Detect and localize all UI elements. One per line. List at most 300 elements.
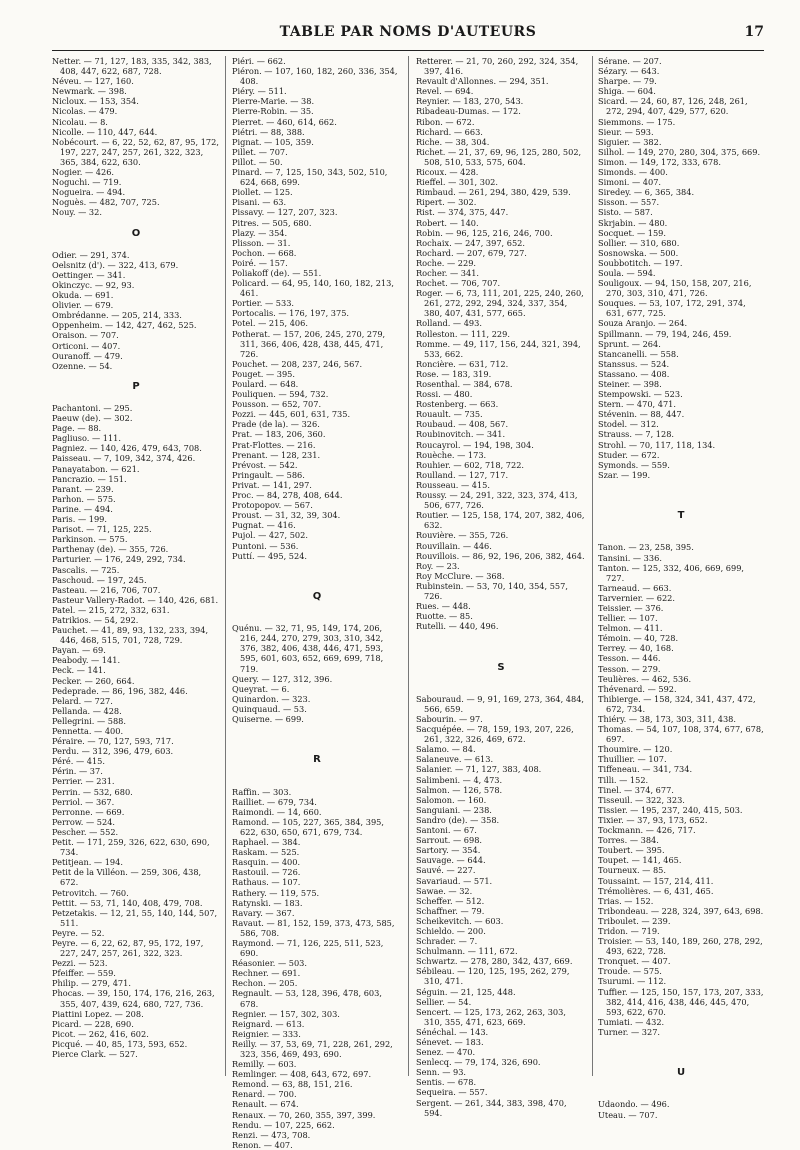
index-entry: Nicloux. — 153, 354. — [52, 96, 139, 107]
index-entry: Noguchi. — 719. — [52, 177, 122, 188]
index-entry: Puttí. — 495, 524. — [232, 550, 308, 561]
index-entry: Piéron. — 107, 160, 182, 260, 336, 354, 408. — [232, 66, 398, 87]
index-entry: Rouvillois. — 86, 92, 196, 206, 382, 464. — [416, 550, 585, 561]
index-entry: Thiéry. — 38, 173, 303, 311, 438. — [598, 714, 736, 724]
index-entry: Pillet. — 707. — [232, 146, 288, 157]
index-entry: Parhon. — 575. — [52, 493, 116, 504]
index-entry: Tesson. — 446. — [598, 653, 661, 664]
section-letter: U — [676, 1067, 686, 1079]
index-entry: Parine. — 494. — [52, 503, 113, 514]
index-entry: Rouvillain. — 446. — [416, 540, 492, 551]
index-entry: Pellegrini. — 588. — [52, 715, 126, 726]
index-entry: Prat. — 183, 206, 360. — [232, 429, 326, 440]
index-entry: Retterer. — 21, 70, 260, 292, 324, 354, 397, 416. — [416, 56, 579, 77]
index-entry: Roy McClure. — 368. — [416, 570, 505, 581]
index-entry: Pescher. — 552. — [52, 826, 119, 837]
index-entry: Raskam. — 525. — [232, 847, 300, 858]
index-entry: Sentis. — 678. — [416, 1077, 477, 1088]
index-entry: Sabourin. — 97. — [416, 714, 483, 724]
page-title: TABLE PAR NOMS D'AUTEURS — [279, 24, 537, 40]
index-entry: Rochard. — 207, 679, 727. — [416, 247, 527, 258]
index-entry: Rimbaud. — 261, 294, 380, 429, 539. — [416, 187, 571, 198]
index-entry: Sartory. — 354. — [416, 845, 481, 856]
index-entry: Séguin. — 21, 125, 448. — [416, 986, 516, 997]
index-entry: Potherat. — 157, 206, 245, 270, 279, 311, 366, 406, 428, 438, 445, 471, 726. — [232, 328, 386, 359]
index-entry: Raffin. — 303. — [232, 786, 292, 797]
index-entry: Nicolau. — 8. — [52, 116, 108, 127]
index-entry: Nogueira. — 494. — [52, 187, 126, 198]
index-entry: Simonds. — 400. — [598, 167, 668, 178]
index-entry: Pfeiffer. — 559. — [52, 968, 116, 979]
index-entry: Nogier. — 426. — [52, 167, 115, 178]
index-entry: Rues. — 448. — [416, 601, 471, 612]
index-entry: Trémolières. — 6, 431, 465. — [598, 885, 714, 896]
index-entry: Revault d'Allonnes. — 294, 351. — [416, 76, 549, 87]
index-entry: Oppenheim. — 142, 427, 462, 525. — [52, 320, 197, 331]
index-entry: Ravary. — 367. — [232, 907, 295, 918]
index-entry: Ratynski. — 183. — [232, 897, 303, 908]
index-entry: Quénu. — 32, 71, 95, 149, 174, 206, 216, 244, 270, 279, 303, 310, 342, 376, 382, 406, 438, 446, 471, 593, 595, 601, 603, 652, 669, 699, 718, 719. — [232, 623, 384, 674]
index-entry: Péraire. — 70, 127, 593, 717. — [52, 736, 174, 747]
index-entry: Salamo. — 84. — [416, 744, 476, 755]
index-entry: Rose. — 183, 319. — [416, 368, 492, 379]
spacer — [416, 684, 586, 694]
spacer — [52, 393, 220, 403]
index-entry: Ruotte. — 85. — [416, 611, 473, 622]
index-entry: Piattini Lopez. — 208. — [52, 1008, 144, 1019]
index-entry: Salmon. — 126, 578. — [416, 784, 503, 795]
index-entry: Pochon. — 668. — [232, 247, 297, 258]
index-entry: Panayatabon. — 621. — [52, 463, 140, 474]
index-entry: Sisson. — 557. — [598, 197, 660, 208]
index-entry: Queyrat. — 6. — [232, 683, 290, 694]
index-entry: Toubert. — 395. — [598, 845, 665, 856]
index-entry: Pagliuso. — 111. — [52, 433, 121, 444]
index-entry: Prade (de la). — 326. — [232, 419, 320, 430]
index-entry: Sébileau. — 120, 125, 195, 262, 279, 310, 471. — [416, 966, 570, 987]
index-entry: Sénevet. — 183. — [416, 1037, 484, 1047]
index-entry: Tumiati. — 432. — [598, 1016, 665, 1027]
index-entry: Tribondeau. — 228, 324, 397, 643, 698. — [598, 905, 764, 916]
spacer — [416, 641, 586, 651]
spacer — [52, 371, 220, 381]
index-entry: Sawae. — 32. — [416, 885, 473, 896]
index-entry: Rechner. — 691. — [232, 968, 301, 979]
index-entry: Parthenay (de). — 355, 726. — [52, 544, 169, 555]
column-divider — [592, 56, 593, 1076]
index-entry: Rocher. — 341. — [416, 267, 480, 278]
index-entry: Pelard. — 727. — [52, 695, 113, 706]
index-entry: Piollet. — 125. — [232, 187, 293, 198]
index-entry: Proc. — 84, 278, 408, 644. — [232, 490, 343, 501]
index-entry: Thuillier. — 107. — [598, 754, 667, 765]
spacer — [232, 766, 402, 776]
index-entry: Phocas. — 39, 150, 174, 176, 216, 263, 355, 407, 439, 624, 680, 727, 736. — [52, 988, 215, 1009]
index-entry: Rolleston. — 111, 229. — [416, 328, 510, 339]
index-entry: Tsurumi. — 112. — [598, 976, 667, 987]
index-entry: Orticoni. — 407. — [52, 340, 121, 351]
index-entry: Rubinstein. — 53, 70, 140, 354, 557, 726. — [416, 580, 568, 601]
index-entry: Tesson. — 279. — [598, 663, 661, 674]
index-entry: Pugnat. — 416. — [232, 520, 296, 531]
index-entry: Nouy. — 32. — [52, 207, 102, 218]
index-entry: Roncière. — 631, 712. — [416, 358, 509, 369]
index-entry: Souques. — 53, 107, 172, 291, 374, 631, 677, 725. — [598, 298, 746, 319]
index-entry: Tarneaud. — 663. — [598, 582, 672, 593]
index-entry: Romme. — 49, 117, 156, 244, 321, 394, 533, 662. — [416, 338, 581, 359]
spacer — [598, 480, 764, 490]
index-entry: Quinquaud. — 53. — [232, 703, 307, 714]
index-entry: Scheikevitch. — 603. — [416, 915, 504, 926]
column-divider — [408, 56, 409, 1076]
index-entry: Tridon. — 719. — [598, 925, 660, 936]
section-letter: Q — [312, 590, 322, 602]
index-entry: Renard. — 700. — [232, 1089, 297, 1100]
index-entry: Prat-Flottes. — 216. — [232, 439, 316, 450]
index-entry: Poiré. — 157. — [232, 257, 288, 268]
index-entry: Sabouraud. — 9, 91, 169, 273, 364, 484, 566, 659. — [416, 693, 585, 714]
index-entry: Pachantoni. — 295. — [52, 403, 133, 413]
index-entry: Ozenne. — 54. — [52, 360, 113, 371]
spacer — [232, 571, 402, 581]
index-entry: Silhol. — 149, 270, 280, 304, 375, 669. — [598, 146, 761, 157]
index-entry: Peyre. — 6, 22, 62, 87, 95, 172, 197, 227, 247, 257, 261, 322, 323. — [52, 937, 204, 959]
index-entry: Pagniez. — 140, 426, 479, 643, 708. — [52, 443, 202, 454]
index-entry: Troude. — 575. — [598, 966, 662, 977]
index-entry: Pouchet. — 208, 237, 246, 567. — [232, 358, 363, 369]
index-entry: Petzetakis. — 12, 21, 55, 140, 144, 507, 511. — [52, 907, 218, 928]
spacer — [598, 532, 764, 542]
index-entry: Pezzi. — 523. — [52, 958, 108, 969]
index-column-1 — [52, 56, 220, 1076]
index-entry: Pascalis. — 725. — [52, 564, 120, 575]
index-entry: Portocalis. — 176, 197, 375. — [232, 308, 350, 319]
index-entry: Tinel. — 374, 677. — [598, 784, 674, 795]
spacer — [232, 734, 402, 744]
index-entry: Roubinovitch. — 341. — [416, 429, 506, 440]
index-entry: Nicolle. — 110, 447, 644. — [52, 126, 158, 137]
spacer — [598, 1089, 764, 1099]
index-entry: Strauss. — 7, 128. — [598, 429, 675, 440]
index-entry: Pasteur Vallery-Radot. — 140, 426, 681. — [52, 594, 219, 605]
index-entry: Siredey. — 6, 365, 384. — [598, 187, 695, 198]
index-entry: Néveu. — 127, 160. — [52, 76, 134, 87]
index-entry: Routier. — 125, 158, 174, 207, 382, 406, 632. — [416, 510, 585, 531]
index-entry: Tarvernier. — 622. — [598, 592, 675, 603]
index-entry: Symonds. — 559. — [598, 459, 670, 470]
index-entry: Pillot. — 50. — [232, 156, 283, 167]
index-entry: Sieur. — 593. — [598, 126, 654, 137]
index-entry: Sanguiani. — 238. — [416, 804, 492, 815]
index-entry: Prenant. — 128, 231. — [232, 449, 321, 460]
index-entry: Renaux. — 70, 260, 355, 397, 399. — [232, 1109, 376, 1120]
section-letter: O — [131, 227, 141, 239]
index-entry: Tockmann. — 426, 717. — [598, 825, 696, 836]
index-entry: Pousson. — 652, 707. — [232, 399, 322, 410]
index-entry: Thibierge. — 158, 324, 341, 437, 472, 672, 734. — [598, 693, 756, 714]
index-entry: Reynier. — 183, 270, 543. — [416, 96, 524, 107]
index-entry: Tellier. — 107. — [598, 613, 658, 624]
index-entry: Pouget. — 395. — [232, 368, 295, 379]
index-entry: Piéri. — 662. — [232, 56, 286, 66]
index-entry: Ramond. — 105, 227, 365, 384, 395, 622, 630, 650, 671, 679, 734. — [232, 816, 384, 837]
index-entry: Pierret. — 460, 614, 662. — [232, 116, 337, 127]
index-entry: Rieffel. — 301, 302. — [416, 177, 498, 188]
index-entry: Patel. — 215, 272, 332, 631. — [52, 604, 170, 615]
index-entry: Richet. — 21, 37, 69, 96, 125, 280, 502, 508, 510, 533, 575, 604. — [416, 146, 582, 167]
index-entry: Sacquépée. — 78, 159, 193, 207, 226, 261, 322, 326, 469, 672. — [416, 724, 574, 745]
index-entry: Raymond. — 71, 126, 225, 511, 523, 690. — [232, 937, 384, 959]
index-entry: Salaneuve. — 613. — [416, 754, 494, 765]
index-entry: Tourneux. — 85. — [598, 865, 666, 876]
index-entry: Ribon. — 672. — [416, 116, 475, 127]
index-entry: Simon. — 149, 172, 333, 678. — [598, 156, 721, 167]
index-entry: Schaffner. — 79. — [416, 905, 485, 916]
index-entry: Potel. — 215, 406. — [232, 318, 308, 329]
index-entry: Pierce Clark. — 527. — [52, 1049, 138, 1059]
index-entry: Sequeira. — 557. — [416, 1087, 488, 1098]
index-entry: Nicolas. — 479. — [52, 106, 118, 117]
index-entry: Netter. — 71, 127, 183, 335, 342, 383, 408, 447, 622, 687, 728. — [52, 56, 212, 77]
index-entry: Pasteau. — 216, 706, 707. — [52, 584, 161, 595]
index-entry: Oraison. — 707. — [52, 330, 119, 341]
index-entry: Teulières. — 462, 536. — [598, 673, 692, 684]
index-entry: Raphael. — 384. — [232, 837, 301, 848]
index-entry: Okinczyc. — 92, 93. — [52, 279, 135, 290]
index-entry: Témoin. — 40, 728. — [598, 633, 679, 644]
index-entry: Torres. — 384. — [598, 835, 659, 846]
index-column-4 — [598, 56, 764, 1120]
index-entry: Tanon. — 23, 258, 395. — [598, 542, 694, 553]
index-entry: Proust. — 31, 32, 39, 304. — [232, 510, 341, 521]
index-entry: Terrey. — 40, 168. — [598, 643, 674, 654]
index-entry: Revel. — 694. — [416, 86, 474, 97]
index-entry: Schwartz. — 278, 280, 342, 437, 669. — [416, 956, 573, 967]
column-divider — [225, 56, 226, 1076]
index-entry: Rochaix. — 247, 397, 652. — [416, 237, 525, 248]
index-entry: Sharpe. — 79. — [598, 76, 657, 87]
index-entry: Souligoux. — 94, 150, 158, 207, 216, 270, 303, 310, 471, 726. — [598, 278, 752, 299]
index-entry: Poliakoff (de). — 551. — [232, 267, 322, 278]
index-entry: Richard. — 663. — [416, 126, 483, 137]
index-entry: Tanton. — 125, 332, 406, 669, 699, 727. — [598, 562, 745, 583]
page-header — [52, 24, 764, 46]
index-entry: Tronquet. — 407. — [598, 956, 671, 967]
index-entry: Tiffeneau. — 341, 734. — [598, 764, 693, 775]
index-entry: Stanssus. — 524. — [598, 358, 670, 369]
index-entry: Pignat. — 105, 359. — [232, 136, 314, 147]
index-entry: Odier. — 291, 374. — [52, 249, 130, 260]
index-entry: Toussaint. — 157, 214, 411. — [598, 875, 714, 886]
index-entry: Oelsnitz (d'). — 322, 413, 679. — [52, 259, 179, 270]
index-entry: Roger. — 6, 73, 111, 201, 225, 240, 260, 261, 272, 292, 294, 324, 337, 354, 380, 407, 431, 577, 665. — [416, 288, 584, 319]
spacer — [416, 631, 586, 641]
index-entry: Pringault. — 586. — [232, 469, 305, 480]
index-entry: Policard. — 64, 95, 140, 160, 182, 213, 461. — [232, 278, 394, 299]
section-letter: R — [313, 754, 321, 766]
index-columns — [52, 56, 764, 1150]
index-entry: Soubbotitch. — 197. — [598, 257, 683, 268]
index-entry: Socquet. — 159. — [598, 227, 666, 238]
index-entry: Plisson. — 31. — [232, 237, 291, 248]
index-entry: Schieldo. — 200. — [416, 925, 486, 936]
index-entry: Reilly. — 37, 53, 69, 71, 228, 261, 292, 323, 356, 469, 493, 690. — [232, 1038, 393, 1059]
index-entry: Paeuw (de). — 302. — [52, 413, 133, 424]
index-entry: Troisier. — 53, 140, 189, 260, 278, 292, 493, 622, 728. — [598, 936, 763, 957]
index-entry: Thoumire. — 120. — [598, 744, 673, 755]
index-entry: Strohl. — 70, 117, 118, 134. — [598, 439, 716, 450]
index-entry: Rouault. — 735. — [416, 409, 483, 420]
index-entry: Ripert. — 302. — [416, 197, 477, 208]
spacer — [598, 522, 764, 532]
index-entry: Stempowski. — 523. — [598, 389, 683, 400]
index-entry: Udaondo. — 496. — [598, 1099, 670, 1110]
spacer — [232, 776, 402, 786]
index-entry: Philip. — 279, 471. — [52, 978, 131, 989]
index-entry: Réasonier. — 503. — [232, 958, 307, 969]
index-entry: Regnier. — 157, 302, 303. — [232, 1008, 340, 1019]
spacer — [52, 240, 220, 250]
index-entry: Ombrédanne. — 205, 214, 333. — [52, 310, 182, 321]
index-entry: Ricoux. — 428. — [416, 167, 479, 178]
spacer — [232, 603, 402, 613]
index-entry: Poulard. — 648. — [232, 379, 299, 389]
index-entry: Schulmann. — 111, 672. — [416, 946, 518, 957]
index-entry: Perriol. — 367. — [52, 796, 115, 807]
spacer — [232, 561, 402, 571]
index-entry: Pujol. — 427, 502. — [232, 530, 308, 541]
index-entry: Okuda. — 691. — [52, 290, 114, 301]
spacer — [598, 1037, 764, 1047]
spacer — [416, 674, 586, 684]
index-entry: Rastouil. — 726. — [232, 867, 301, 878]
index-entry: Pennetta. — 400. — [52, 726, 124, 736]
index-entry: Spillmann. — 79, 194, 246, 459. — [598, 328, 732, 339]
index-entry: Rendu. — 107, 225, 662. — [232, 1119, 335, 1130]
index-entry: Steiner. — 398. — [598, 379, 662, 389]
index-entry: Trias. — 152. — [598, 895, 654, 906]
index-entry: Studer. — 672. — [598, 449, 660, 460]
index-entry: Sérane. — 207. — [598, 56, 662, 66]
index-entry: Prévost. — 542. — [232, 459, 298, 470]
index-entry: Robin. — 96, 125, 216, 246, 700. — [416, 227, 553, 238]
index-entry: Riche. — 38, 304. — [416, 136, 490, 147]
index-entry: Santoni. — 67. — [416, 825, 477, 836]
index-entry: Parkinson. — 575. — [52, 534, 128, 545]
index-entry: Thomas. — 54, 107, 108, 374, 677, 678, 697. — [598, 724, 764, 745]
index-entry: Sénéchal. — 143. — [416, 1026, 489, 1037]
index-entry: Schrader. — 7. — [416, 936, 478, 947]
index-entry: Pedeprade. — 86, 196, 382, 446. — [52, 685, 188, 696]
index-entry: Paisseau. — 7, 109, 342, 374, 426. — [52, 453, 196, 464]
index-entry: Roy. — 23. — [416, 560, 460, 571]
spacer — [598, 490, 764, 500]
header-rule — [52, 50, 764, 51]
index-entry: Rolland. — 493. — [416, 318, 482, 329]
index-entry: Pellanda. — 428. — [52, 705, 122, 716]
index-entry: Sencert. — 125, 173, 262, 263, 303, 310, 355, 471, 623, 669. — [416, 1006, 566, 1027]
spacer — [598, 1057, 764, 1067]
index-entry: Thévenard. — 592. — [598, 683, 677, 694]
index-entry: Rousseau. — 415. — [416, 479, 490, 490]
index-entry: Perronne. — 669. — [52, 806, 125, 817]
index-entry: Parisot. — 71, 125, 225. — [52, 524, 152, 535]
index-entry: Paschoud. — 197, 245. — [52, 574, 147, 585]
index-entry: Sprunt. — 264. — [598, 338, 661, 349]
index-entry: Payan. — 69. — [52, 645, 106, 656]
index-entry: Sézary. — 643. — [598, 66, 660, 77]
index-entry: Petitjean. — 194. — [52, 857, 123, 868]
index-entry: Sauvé. — 227. — [416, 865, 476, 876]
index-entry: Tilli. — 152. — [598, 774, 649, 785]
index-entry: Stern. — 470, 471. — [598, 399, 676, 410]
index-entry: Uteau. — 707. — [598, 1109, 658, 1120]
index-entry: Senn. — 93. — [416, 1067, 467, 1078]
index-entry: Picard. — 228, 690. — [52, 1018, 134, 1029]
index-entry: Savariaud. — 571. — [416, 875, 493, 886]
index-entry: Raimondi. — 14, 660. — [232, 806, 322, 817]
index-entry: Roussy. — 24, 291, 322, 323, 374, 413, 506, 677, 726. — [416, 490, 578, 511]
index-entry: Peabody. — 141. — [52, 655, 121, 666]
index-entry: Tuffier. — 125, 150, 157, 173, 207, 333, 382, 414, 416, 438, 446, 445, 470, 593, 622, 670. — [598, 986, 764, 1017]
index-entry: Salomon. — 160. — [416, 794, 487, 805]
index-entry: Pecker. — 260, 664. — [52, 675, 135, 686]
spacer — [52, 218, 220, 228]
index-entry: Roche. — 229. — [416, 257, 477, 268]
index-entry: Remlinger. — 408, 643, 672, 697. — [232, 1069, 372, 1080]
index-entry: Rouèche. — 173. — [416, 449, 487, 460]
index-entry: Pinard. — 7, 125, 150, 343, 502, 510, 624, 668, 699. — [232, 167, 388, 188]
index-entry: Tansini. — 336. — [598, 552, 662, 563]
index-entry: Robert. — 140. — [416, 217, 479, 228]
index-entry: Siemmons. — 175. — [598, 116, 676, 127]
index-entry: Rouvière. — 355, 726. — [416, 530, 509, 541]
index-entry: Newmark. — 398. — [52, 86, 127, 97]
index-entry: Siguier. — 382. — [598, 136, 662, 147]
index-entry: Shiga. — 604. — [598, 86, 656, 97]
index-entry: Rosenthal. — 384, 678. — [416, 379, 513, 389]
index-entry: Sauvage. — 644. — [416, 855, 486, 866]
index-entry: Skrjabin. — 480. — [598, 217, 668, 228]
index-entry: Remilly. — 603. — [232, 1059, 297, 1070]
index-entry: Toupet. — 141, 465. — [598, 855, 682, 866]
index-entry: Pancrazio. — 151. — [52, 473, 127, 484]
index-entry: Roulland. — 127, 717. — [416, 469, 509, 480]
index-entry: Petrovitch. — 760. — [52, 887, 129, 898]
index-entry: Turner. — 327. — [598, 1026, 661, 1037]
spacer — [416, 652, 586, 662]
index-entry: Puntoni. — 536. — [232, 540, 299, 551]
index-entry: Picot. — 262, 416, 602. — [52, 1028, 149, 1039]
index-entry: Picqué. — 40, 85, 173, 593, 652. — [52, 1038, 188, 1049]
index-entry: Senez. — 470. — [416, 1047, 476, 1058]
index-column-2 — [232, 56, 402, 1150]
index-entry: Renault. — 674. — [232, 1099, 299, 1110]
index-entry: Tixier. — 37, 93, 173, 652. — [598, 814, 708, 825]
index-entry: Périn. — 37. — [52, 766, 103, 777]
index-entry: Ribadeau-Dumas. — 172. — [416, 106, 521, 117]
index-entry: Renon. — 407. — [232, 1139, 293, 1150]
section-letter: P — [132, 380, 140, 392]
page-number: 17 — [744, 24, 764, 40]
index-entry: Protopopov. — 567. — [232, 500, 313, 511]
index-entry: Sarrout. — 698. — [416, 835, 483, 846]
index-entry: Pauchet. — 41, 89, 93, 132, 233, 394, 446, 468, 515, 701, 728, 729. — [52, 625, 209, 646]
index-entry: Pitres. — 505, 680. — [232, 217, 312, 228]
index-entry: Parant. — 239. — [52, 483, 114, 494]
index-entry: Regnault. — 53, 128, 396, 478, 603, 678. — [232, 988, 382, 1009]
index-entry: Page. — 88. — [52, 423, 102, 434]
